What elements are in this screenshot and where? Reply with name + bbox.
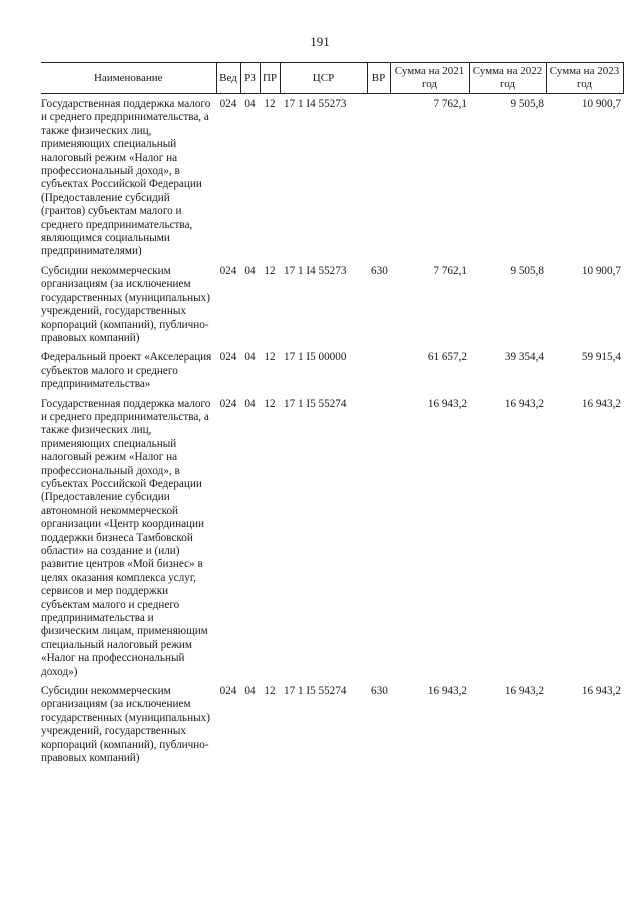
row-name: Федеральный проект «Акселерация субъектов малого и среднего предпринимательства» (41, 351, 212, 391)
row-sum-2022: 9 505,8 (510, 264, 544, 277)
table-header-row (41, 63, 623, 94)
row-sum-2023: 16 943,2 (581, 685, 621, 698)
table-row (41, 265, 623, 351)
table-row (41, 351, 623, 397)
row-csr: 17 1 I4 55273 (284, 98, 347, 110)
row-sum-2022: 9 505,8 (510, 98, 544, 110)
row-csr: 17 1 I5 55274 (284, 397, 347, 410)
row-csr: 17 1 I5 55274 (284, 685, 347, 698)
table-row (41, 94, 623, 265)
row-pr: 12 (264, 98, 276, 110)
header-rz: РЗ (240, 63, 260, 94)
row-rz: 04 (244, 264, 256, 277)
row-ved: 024 (219, 98, 237, 110)
row-ved: 024 (219, 351, 237, 364)
row-rz: 04 (244, 397, 256, 410)
row-rz: 04 (244, 98, 256, 110)
row-sum-2021: 7 762,1 (433, 264, 467, 277)
header-pr: ПР (260, 63, 280, 94)
row-vr: 630 (371, 264, 388, 277)
row-ved: 024 (219, 397, 237, 410)
row-pr: 12 (264, 351, 276, 364)
row-vr (367, 398, 390, 686)
header-sum-2022: Сумма на 2022 год (469, 63, 546, 94)
row-vr (367, 351, 390, 397)
header-csr: ЦСР (280, 63, 367, 94)
row-rz: 04 (244, 685, 256, 698)
row-pr: 12 (264, 264, 276, 277)
row-sum-2023: 10 900,7 (581, 264, 621, 277)
row-vr (367, 94, 390, 265)
row-name: Субсидии некоммерческим организациям (за исключением государственных (муниципальных) учреждений, государственных корпораций (компаний), публично-правовых компаний) (41, 264, 210, 344)
row-sum-2021: 7 762,1 (433, 98, 467, 110)
table-row (41, 398, 623, 686)
row-sum-2023: 59 915,4 (581, 351, 621, 364)
row-sum-2023: 10 900,7 (581, 98, 621, 110)
row-sum-2023: 16 943,2 (581, 397, 621, 410)
table-row (41, 685, 623, 765)
row-name: Государственная поддержка малого и среднего предпринимательства, а также физических лиц, применяющих специальный налоговый режим «Налог на профессиональный доход», в субъектах Российской Федерации (Предоставление субсидии автономной некоммерческой организации «Центр координации поддержки бизнеса Тамбовской области» на создание и (или) развитие центров «Мой бизнес» в целях оказания комплекса услуг, сервисов и мер поддержки субъектам малого и среднего предпринимательства и физическим лицам, применяющим специальный налоговый режим «Налог на профессиональный доход») (41, 397, 211, 678)
row-csr: 17 1 I5 00000 (284, 351, 347, 364)
row-sum-2022: 39 354,4 (504, 351, 544, 364)
row-sum-2021: 16 943,2 (427, 685, 467, 698)
row-sum-2022: 16 943,2 (504, 397, 544, 410)
row-ved: 024 (219, 685, 237, 698)
header-sum-2021: Сумма на 2021 год (390, 63, 469, 94)
row-sum-2022: 16 943,2 (504, 685, 544, 698)
row-vr: 630 (371, 685, 388, 698)
row-sum-2021: 61 657,2 (427, 351, 467, 364)
header-vr: ВР (367, 63, 390, 94)
header-ved: Вед (216, 63, 240, 94)
row-ved: 024 (219, 264, 237, 277)
row-rz: 04 (244, 351, 256, 364)
row-csr: 17 1 I4 55273 (284, 264, 347, 277)
row-name: Государственная поддержка малого и среднего предпринимательства, а также физических лиц, применяющих специальный налоговый режим «Налог на профессиональный доход», в субъектах Российской Федерации (Предоставление субсидий (грантов) субъектам малого и среднего предпринимательства, являющимся социальными предпринимателями) (41, 98, 211, 258)
row-sum-2021: 16 943,2 (427, 397, 467, 410)
page-number: 191 (310, 34, 330, 49)
header-sum-2023: Сумма на 2023 год (546, 63, 623, 94)
row-pr: 12 (264, 685, 276, 698)
header-name: Наименование (41, 63, 216, 94)
row-pr: 12 (264, 397, 276, 410)
budget-table (41, 62, 624, 766)
row-name: Субсидии некоммерческим организациям (за исключением государственных (муниципальных) учреждений, государственных корпораций (компаний), публично-правовых компаний) (41, 685, 210, 765)
